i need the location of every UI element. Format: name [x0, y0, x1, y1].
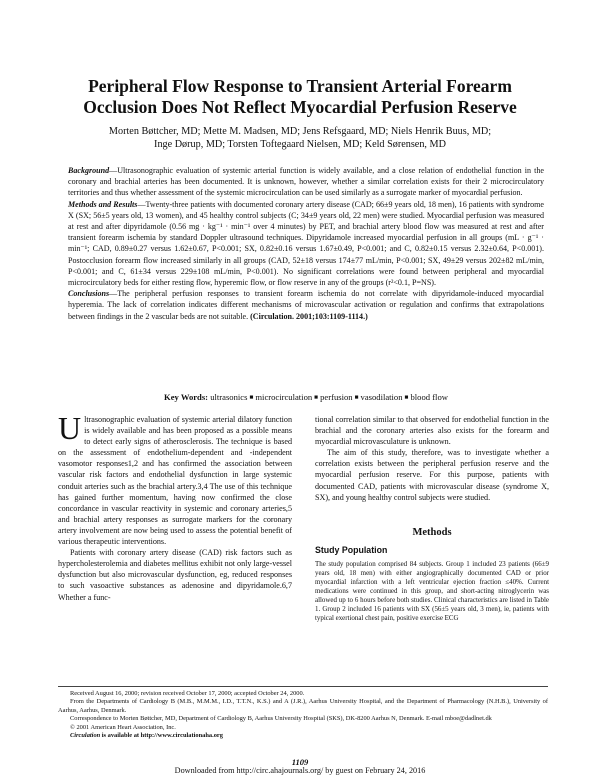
footnote-copyright: © 2001 American Heart Association, Inc. — [70, 723, 176, 731]
intro-paragraph-4: The aim of this study, therefore, was to investigate whether a correlation exists between the peripheral perfusion reserve and the myocardial perfusion reserve. For this purpose, patients with documented CAD, patients with microvascular disease (syndrome X, SX), and young healthy control subjects were studied. — [315, 448, 549, 502]
abstract-methods — [68, 199, 544, 289]
conclusions-label: Conclusions — [68, 289, 110, 299]
methods-label: Methods and Results — [68, 199, 138, 209]
study-paragraph: The study population comprised 84 subjects. Group 1 included 23 patients (66±9 years old, 18 men) with either angiographically documented CAD or prior myocardial infarction with a left ventricular ejection fraction ≤40%. Current medications were continued in this group, and short-acting nitroglycerin was allowed up to 6 hours before both studies. Clinical characteristics are listed in Table 1. Group 2 included 16 patients with SX (56±5 years old, 3 men), ie, patients with typical exertional chest pain, positive exercise ECG — [315, 560, 549, 622]
intro-paragraph-1-text: ltrasonographic evaluation of systemic arterial dilatory function is widely available and has been proposed as a possible means to detect early signs of atherosclerosis. The technique is based on the assessment of endothelium-dependent and -independent vasomotor responses1,2 and has confirmed the association between vascular risk factors and endothelial dysfunction in large systemic conduit arteries such as the brachial artery.3,4 The use of this technique has gained further momentum, having now confirmed the close concordance in vascular reactivity in systemic and coronary arteries,5 and brachial artery responses as surrogate markers for the coronary artery involvement are now being used to assess the potential benefit of various therapeutic interventions. — [58, 415, 292, 547]
background-label: Background — [68, 166, 110, 175]
body-right-column — [315, 414, 549, 503]
footnote-received: Received August 16, 2000; revision received October 17, 2000; accepted October 24, 2000. — [70, 690, 305, 697]
footnotes — [58, 690, 548, 740]
title-line-1: Peripheral Flow Response to Transient Arterial Forearm — [88, 76, 512, 96]
title-line-2: Occlusion Does Not Reflect Myocardial Perfusion Reserve — [83, 97, 517, 117]
download-notice: Downloaded from http://circ.ahajournals.org/ by guest on February 24, 2016 — [174, 766, 426, 775]
study-population-text — [315, 560, 549, 623]
intro-paragraph-1 — [58, 410, 292, 547]
keyword: perfusion — [320, 392, 353, 402]
abstract-citation: (Circulation. 2001;103:1109-1114.) — [250, 311, 368, 321]
intro-paragraph-3: tional correlation similar to that observed for endothelial function in the brachial and the coronary arteries also exists for the forearm and myocardial microvasculature is unknown. — [315, 415, 549, 447]
drop-cap: U — [58, 410, 82, 446]
keyword: microcirculation — [255, 392, 313, 402]
methods-text: —Twenty-three patients with documented coronary artery disease (CAD; 66±9 years old, 18 men), 16 patients with syndrome X (SX; 56±5 years old, 13 women), and 45 healthy control subjects (C; 34±9 years old, 22 men) were studied. Myocardial perfusion was measured at rest and after dipyridamole (0.56 mg · kg⁻¹ · min⁻¹ over 4 minutes) by PET, and brachial artery blood flow was measured at rest and after transient forearm ischemia by standard Doppler ultrasound techniques. Dipyridamole increased myocardial perfusion in all groups (mL · g⁻¹ · min⁻¹; CAD, 0.89±0.27 versus 1.62±0.67, P<0.001; SX, 0.82±0.16 versus 1.67±0.49, P<0.001; and C, 0.82±0.15 versus 2.32±0.64, P<0.001). Postocclusion forearm flow increased similarly in all groups (CAD, 52±18 versus 174±77 mL/min, P<0.001; SX, 49±29 versus 202±82 mL/min, P<0.001; and C, 61±34 versus 229±108 mL/min, P<0.001). No significant correlations were found between peripheral and myocardial microcirculatory beds for either resting flow, hyperemic flow, or flow reserve in any of the groups (r²<0.1, P=NS). — [68, 199, 544, 288]
abstract-conclusions — [68, 288, 544, 322]
body-left-column — [58, 410, 292, 603]
keywords — [68, 392, 544, 402]
separator-square-icon: ■ — [354, 394, 359, 401]
intro-paragraph-2: Patients with coronary artery disease (CAD) risk factors such as hypercholesterolemia and diabetes mellitus exhibit not only large-vessel dysfunction but also microvascular dysfunction, eg, reduced responses to such vasoactive substances as adenosine and dipyridamole.6,7 Whether a func- — [58, 548, 292, 602]
authors-line-2: Inge Dørup, MD; Torsten Toftegaard Nielsen, MD; Keld Sørensen, MD — [154, 139, 446, 151]
keywords-label: Key Words: — [164, 392, 209, 402]
keyword: blood flow — [410, 392, 448, 402]
article-title — [40, 76, 560, 118]
page-number: 1109 — [291, 757, 309, 767]
footnote-affiliations: From the Departments of Cardiology B (M.B., M.M.M., I.D., T.T.N., K.S.) and A (J.R.), Aarhus University Hospital, and the Department of Pharmacology (N.H.B.), University of Aarhus, Aarhus, Denmark. — [58, 698, 548, 714]
background-text: —Ultrasonographic evaluation of systemic arterial function is widely available, and a close relation of endothelial function in the coronary and brachial arteries has been documented. It is unknown, however, whether a similar correlation exists for their 2 microcirculatory territories and thus whether assessment of the systemic microcirculation can be used similarly as a surrogate marker of myocardial perfusion. — [68, 166, 544, 198]
methods-heading: Methods — [412, 527, 452, 538]
separator-square-icon: ■ — [404, 394, 409, 401]
abstract — [68, 165, 544, 322]
journal-url-link[interactable]: http://www.circulationaha.org — [140, 732, 223, 740]
study-population-heading: Study Population — [315, 545, 388, 555]
separator-square-icon: ■ — [314, 394, 319, 401]
footnote-correspondence: Correspondence to Morten Bøttcher, MD, Department of Cardiology B, Aarhus University Hospital (SKS), DK-8200 Aarhus N, Denmark. E-mail mboe@dadlnet.dk — [70, 715, 492, 723]
authors-line-1: Morten Bøttcher, MD; Mette M. Madsen, MD; Jens Refsgaard, MD; Niels Henrik Buus, MD; — [108, 126, 492, 137]
keyword: vasodilation — [360, 392, 403, 402]
abstract-background — [68, 165, 544, 199]
footnote-availability — [58, 732, 548, 740]
separator-square-icon: ■ — [249, 394, 254, 401]
conclusions-text: —The peripheral perfusion responses to transient forearm ischemia do not correlate with dipyridamole-induced myocardial hyperemia. The lack of correlation indicates different mechanisms of microvascular activation or regulation and confirms that extrapolations between findings in the 2 vascular beds are not suitable. — [68, 289, 544, 321]
footnote-divider — [58, 686, 548, 687]
keyword: ultrasonics — [210, 392, 248, 402]
journal-name: Circulation — [70, 732, 101, 740]
author-list — [40, 125, 560, 152]
availability-text: is available at — [100, 732, 141, 740]
